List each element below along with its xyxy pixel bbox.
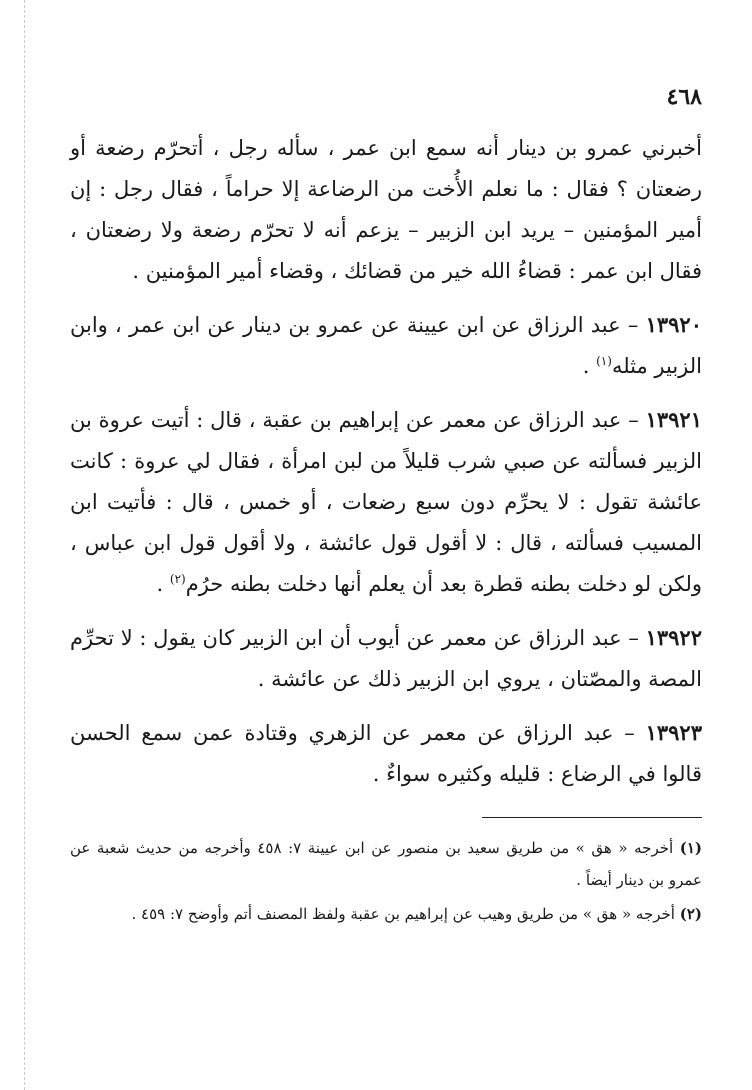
hadith-13921 [70,399,702,605]
paragraph-text: أخبرني عمرو بن دينار أنه سمع ابن عمر ، سأله رجل ، أتحرّم رضعة أو رضعتان ؟ فقال : ما نعلم الأُخت من الرضاعة إلا حراماً ، فقال رجل : إن أمير المؤمنين – يريد ابن الزبير – يزعم أنه لا تحرّم رضعة ولا رضعتان ، فقال ابن عمر : قضاءُ الله خير من قضائك ، وقضاء أمير المؤمنين . [70,136,702,283]
hadith-number: ١٣٩٢١ [645,407,702,432]
hadith-tail: . [582,354,597,378]
hadith-13922 [70,617,702,700]
hadith-text: – عبد الرزاق عن ابن عيينة عن عمرو بن دينار عن ابن عمر ، وابن الزبير مثله [70,313,702,378]
footnote-separator [482,817,702,818]
hadith-text: – عبد الرزاق عن معمر عن أيوب أن ابن الزبير كان يقول : لا تحرِّم المصة والمصّتان ، يروي ابن الزبير ذلك عن عائشة . [70,626,702,691]
hadith-number: ١٣٩٢٢ [645,625,702,650]
footnote-text: أخرجه « هق » من طريق سعيد بن منصور عن ابن عيينة ٧: ٤٥٨ وأخرجه من حديث شعبة عن عمرو بن دينار أيضاً . [70,839,702,889]
footnote-reference[interactable]: (١) [596,354,612,368]
footnote-marker: (٢) [679,905,702,923]
hadith-tail: . [156,572,170,596]
book-page [70,84,702,930]
hadith-text: – عبد الرزاق عن معمر عن الزهري وقتادة عمن سمع الحسن قالوا في الرضاع : قليله وكثيره سواءٌ . [70,721,702,786]
hadith-13920 [70,304,702,387]
footnote-2 [70,898,702,930]
hadith-number: ١٣٩٢٠ [645,312,702,337]
footnote-1 [70,832,702,896]
hadith-number: ١٣٩٢٣ [645,720,702,745]
hadith-13923 [70,712,702,795]
page-number: ٤٦٨ [666,84,702,110]
binding-gutter-line [24,0,25,1090]
footnote-reference[interactable]: (٢) [169,572,186,586]
hadith-text: – عبد الرزاق عن معمر عن إبراهيم بن عقبة ، قال : أتيت عروة بن الزبير فسألته عن صبي شرب قليلاً من لبن امرأة ، فقال لي عروة : كانت عائشة تقول : لا يحرِّم دون سبع رضعات ، أو خمس ، قال : فأتيت ابن المسيب فسألته ، قال : لا أقول قول عائشة ، ولا أقول قول ابن عباس ، ولكن لو دخلت بطنه قطرة بعد أن يعلم أنها دخلت بطنه حرُم [70,408,702,596]
footnote-text: أخرجه « هق » من طريق وهيب عن إبراهيم بن عقبة ولفظ المصنف أتم وأوضح ٧: ٤٥٩ . [131,905,680,923]
paragraph-intro [70,128,702,292]
footnote-marker: (١) [679,839,703,857]
